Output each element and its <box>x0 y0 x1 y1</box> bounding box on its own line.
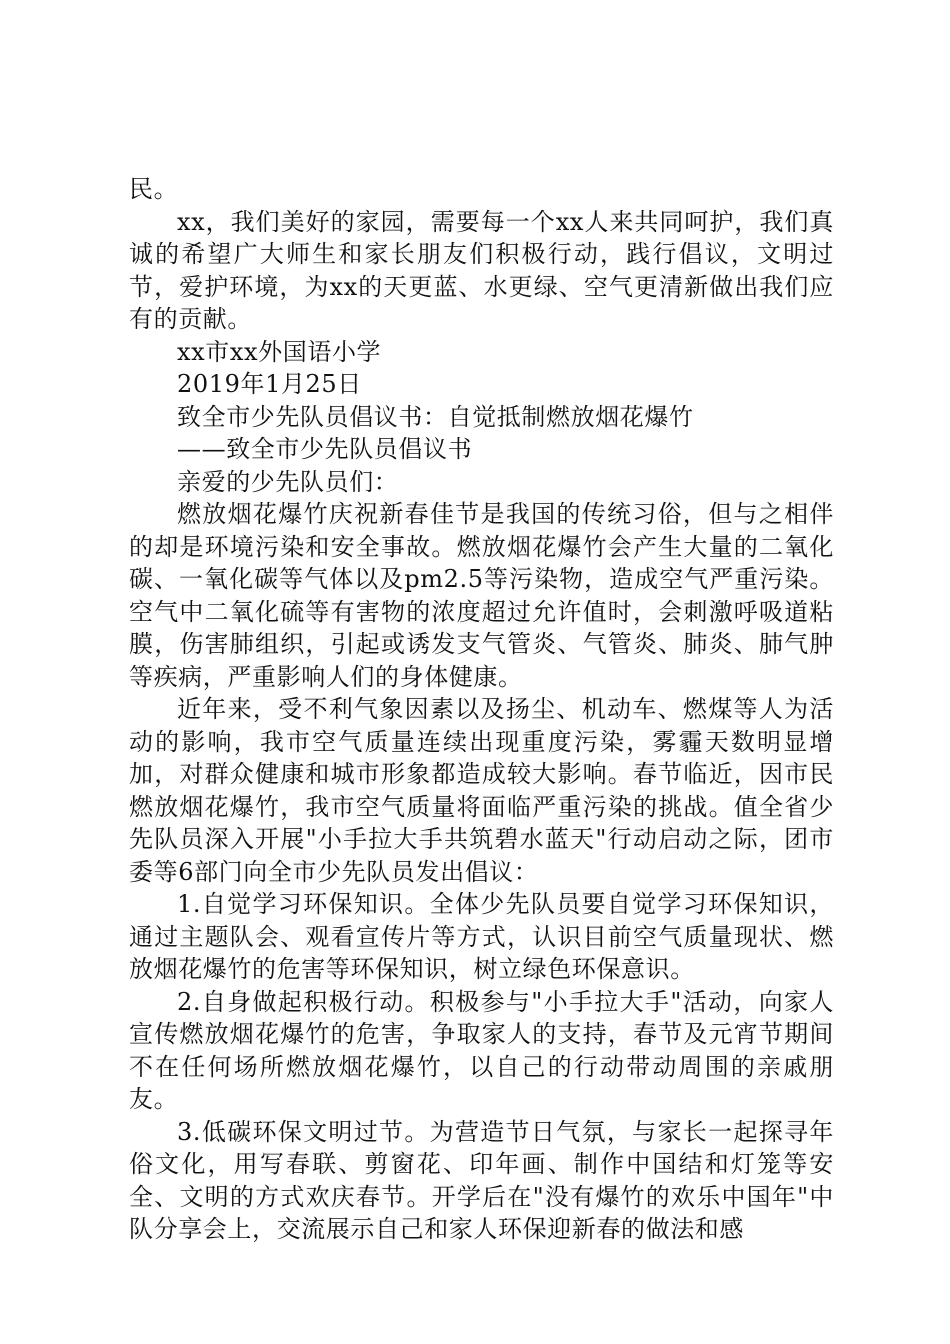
list-item: 1.自觉学习环保知识。全体少先队员要自觉学习环保知识，通过主题队会、观看宣传片等方式，认识目前空气质量现状、燃放烟花爆竹的危害等环保知识，树立绿色环保意识。 <box>129 890 834 983</box>
document-subtitle: ——致全市少先队员倡议书 <box>177 435 473 463</box>
document-body <box>129 173 834 1246</box>
document-title: 致全市少先队员倡议书：自觉抵制燃放烟花爆竹 <box>177 402 694 431</box>
paragraph: 近年来，受不利气象因素以及扬尘、机动车、燃煤等人为活动的影响，我市空气质量连续出现重度污染，雾霾天数明显增加，对群众健康和城市形象都造成较大影响。春节临近，因市民燃放烟花爆竹，我市空气质量将面临严重污染的挑战。值全省少先队员深入开展"小手拉大手共筑碧水蓝天"行动启动之际，团市委等6部门向全市少先队员发出倡议： <box>129 695 834 886</box>
paragraph: xx，我们美好的家园，需要每一个xx人来共同呵护，我们真诚的希望广大师生和家长朋友们积极行动，践行倡议，文明过节，爱护环境，为xx的天更蓝、水更绿、空气更清新做出我们应有的贡献。 <box>129 207 834 333</box>
salutation: 亲爱的少先队员们： <box>177 467 399 496</box>
paragraph: 燃放烟花爆竹庆祝新春佳节是我国的传统习俗，但与之相伴的却是环境污染和安全事故。燃放烟花爆竹会产生大量的二氧化碳、一氧化碳等气体以及pm2.5等污染物，造成空气严重污染。空气中二氧化硫等有害物的浓度超过允许值时，会刺激呼吸道粘膜，伤害肺组织，引起或诱发支气管炎、气管炎、肺炎、肺气肿等疾病，严重影响人们的身体健康。 <box>129 500 834 691</box>
paragraph: 民。 <box>129 175 179 203</box>
list-item: 3.低碳环保文明过节。为营造节日气氛，与家长一起探寻年俗文化，用写春联、剪窗花、印年画、制作中国结和灯笼等安全、文明的方式欢庆春节。开学后在"没有爆竹的欢乐中国年"中队分享会上，交流展示自己和家人环保迎新春的做法和感 <box>129 1117 834 1243</box>
list-item: 2.自身做起积极行动。积极参与"小手拉大手"活动，向家人宣传燃放烟花爆竹的危害，争取家人的支持，春节及元宵节期间不在任何场所燃放烟花爆竹，以自己的行动带动周围的亲戚朋友。 <box>129 987 834 1113</box>
signature-date: 2019年1月25日 <box>177 370 362 398</box>
signature-organization: xx市xx外国语小学 <box>177 337 382 366</box>
